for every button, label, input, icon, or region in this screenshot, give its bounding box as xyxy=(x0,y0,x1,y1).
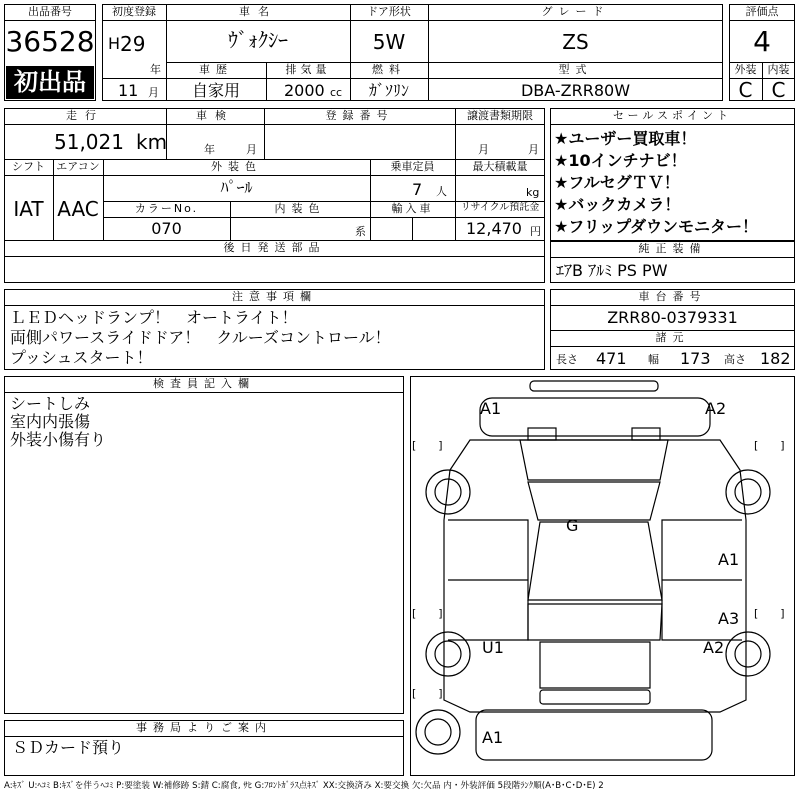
score-label: 評価点 xyxy=(745,5,779,18)
inspector-label: 検査員記入欄 xyxy=(153,377,255,390)
sales-point-2: ★10インチナビ！ xyxy=(554,151,687,170)
damage-diagram xyxy=(410,376,795,776)
transfer-month-unit: 月 xyxy=(478,143,489,156)
car-name: ｳﾞｫｸｼｰ xyxy=(228,28,288,52)
bracket-front-right: [ ] xyxy=(754,439,785,452)
height: 182 xyxy=(760,349,791,368)
inspector-line-3: 外装小傷有り xyxy=(10,430,107,449)
mark-rear: A1 xyxy=(482,728,504,747)
mileage: 51,021 xyxy=(54,130,124,154)
reg-number-label: 登録番号 xyxy=(325,109,394,122)
recycle-label: リサイクル預託金 xyxy=(460,202,540,213)
width-label: 幅 xyxy=(648,353,659,366)
shift: IAT xyxy=(13,197,44,221)
int-color-suffix: 系 xyxy=(355,225,366,238)
mark-right-front-door: A1 xyxy=(718,550,740,569)
first-reg-year: 29 xyxy=(120,32,146,56)
grade-label: グレード xyxy=(541,5,610,18)
chassis-number: ZRR80-0379331 xyxy=(607,308,738,327)
kg-unit: kg xyxy=(526,186,540,199)
mark-front-left: A1 xyxy=(480,399,502,418)
ac: AAC xyxy=(57,197,99,221)
bracket-front-left: [ ] xyxy=(412,439,443,452)
first-reg-label: 初度登録 xyxy=(112,5,156,18)
ext-color: ﾊﾟｰﾙ xyxy=(220,178,253,197)
inspection-label: 車検 xyxy=(196,109,234,122)
interior-label: 内装 xyxy=(767,63,790,76)
mark-left-rear-fender: U1 xyxy=(482,638,504,657)
length: 471 xyxy=(596,349,627,368)
shift-label: シフト xyxy=(12,160,45,173)
sales-point-5: ★フリップダウンモニター！ xyxy=(554,217,758,236)
inspector-line-2: 室内内張傷 xyxy=(10,412,91,431)
score: 4 xyxy=(753,25,771,58)
legend: A:ｷｽﾞ U:ﾍｺﾐ B:ｷｽﾞを伴うﾍｺﾐ P:要塗装 W:補修跡 S:錆 C:腐食, ｻﾋ G:ﾌﾛﾝﾄｶﾞﾗｽ点ｷｽﾞ XX:交換済み X:要交換 欠:欠品 内・外装評価 5段階ﾗﾝｸ順(A･B･C･D･E) 2 xyxy=(4,781,604,791)
grade: ZS xyxy=(562,30,589,54)
first-reg-month-unit: 月 xyxy=(148,86,159,99)
int-color-label: 内装色 xyxy=(274,202,326,215)
model: DBA-ZRR80W xyxy=(520,81,631,100)
person-unit: 人 xyxy=(436,185,447,198)
import-label: 輸入車 xyxy=(391,202,434,215)
first-reg-month: 11 xyxy=(118,81,139,100)
displacement: 2000 xyxy=(284,81,325,100)
mark-roof: G xyxy=(566,516,579,535)
km-unit: km xyxy=(136,130,168,154)
interior-grade: C xyxy=(771,78,786,102)
bracket-mid-right: [ ] xyxy=(754,607,785,620)
bracket-mid-left: [ ] xyxy=(412,607,443,620)
car-name-label: 車名 xyxy=(239,5,277,18)
first-listing-text: 初出品 xyxy=(14,68,86,96)
color-no: 070 xyxy=(151,219,182,238)
later-parts-label: 後日発送部品 xyxy=(223,241,326,254)
fuel-label: 燃料 xyxy=(372,63,406,76)
transfer-label: 譲渡書類期限 xyxy=(467,109,533,122)
door: 5W xyxy=(372,30,406,54)
history-label: 車歴 xyxy=(199,63,233,76)
width: 173 xyxy=(680,349,711,368)
notes-label: 注意事項欄 xyxy=(232,290,317,303)
transfer-day-unit: 月 xyxy=(528,143,539,156)
ac-label: エアコン xyxy=(56,160,100,173)
genuine-value: ｴｱB ｱﾙﾐ PS PW xyxy=(556,261,668,280)
exterior-grade: C xyxy=(738,78,753,102)
yen-unit: 円 xyxy=(530,225,541,238)
mark-right-rear-door: A3 xyxy=(718,609,740,628)
displacement-label: 排気量 xyxy=(285,63,331,76)
height-label: 高さ xyxy=(724,353,746,366)
mileage-label: 走行 xyxy=(66,109,104,122)
specs-label: 諸元 xyxy=(655,331,690,344)
length-label: 長さ xyxy=(556,353,578,366)
capacity: 7 xyxy=(412,180,423,199)
notes-line-3: プッシュスタート！ xyxy=(10,348,153,367)
mark-front-right: A2 xyxy=(705,399,727,418)
color-no-label: カラーNo. xyxy=(134,202,199,215)
notes-line-2: 両側パワースライドドア！ クルーズコントロール！ xyxy=(10,328,391,347)
capacity-label: 乗車定員 xyxy=(390,160,435,173)
model-label: 型式 xyxy=(558,63,593,76)
door-label: ドア形状 xyxy=(367,5,411,18)
sales-point-1: ★ユーザー買取車！ xyxy=(554,129,697,148)
office-text: ＳＤカード預り xyxy=(12,738,125,757)
sales-point-4: ★バックカメラ！ xyxy=(554,195,681,214)
fuel: ｶﾞｿﾘﾝ xyxy=(368,81,409,100)
sales-point-3: ★フルセグＴＶ！ xyxy=(554,173,680,192)
bracket-rear-left: [ ] xyxy=(412,687,443,700)
history: 自家用 xyxy=(191,81,240,100)
office-label: 事務局よりご案内 xyxy=(136,721,272,734)
mark-right-rear-fender: A2 xyxy=(703,638,725,657)
inspection-year-unit: 年 xyxy=(204,143,215,156)
cc-unit: cc xyxy=(330,86,343,99)
ext-color-label: 外装色 xyxy=(211,160,262,173)
recycle: 12,470 xyxy=(466,219,522,238)
era: H xyxy=(108,34,121,53)
max-load-label: 最大積載量 xyxy=(472,160,528,173)
notes-line-1: ＬＥＤヘッドランプ！ オートライト！ xyxy=(10,308,298,327)
lot-number: 36528 xyxy=(5,25,95,58)
exterior-label: 外装 xyxy=(734,63,757,76)
sales-points-label: セールスポイント xyxy=(612,109,732,122)
first-reg-year-unit: 年 xyxy=(150,63,161,76)
genuine-label: 純正装備 xyxy=(638,242,707,255)
chassis-label: 車台番号 xyxy=(638,290,707,303)
inspector-line-1: シートしみ xyxy=(10,394,91,413)
inspection-month-unit: 月 xyxy=(246,143,257,156)
lot-label: 出品番号 xyxy=(28,5,72,18)
